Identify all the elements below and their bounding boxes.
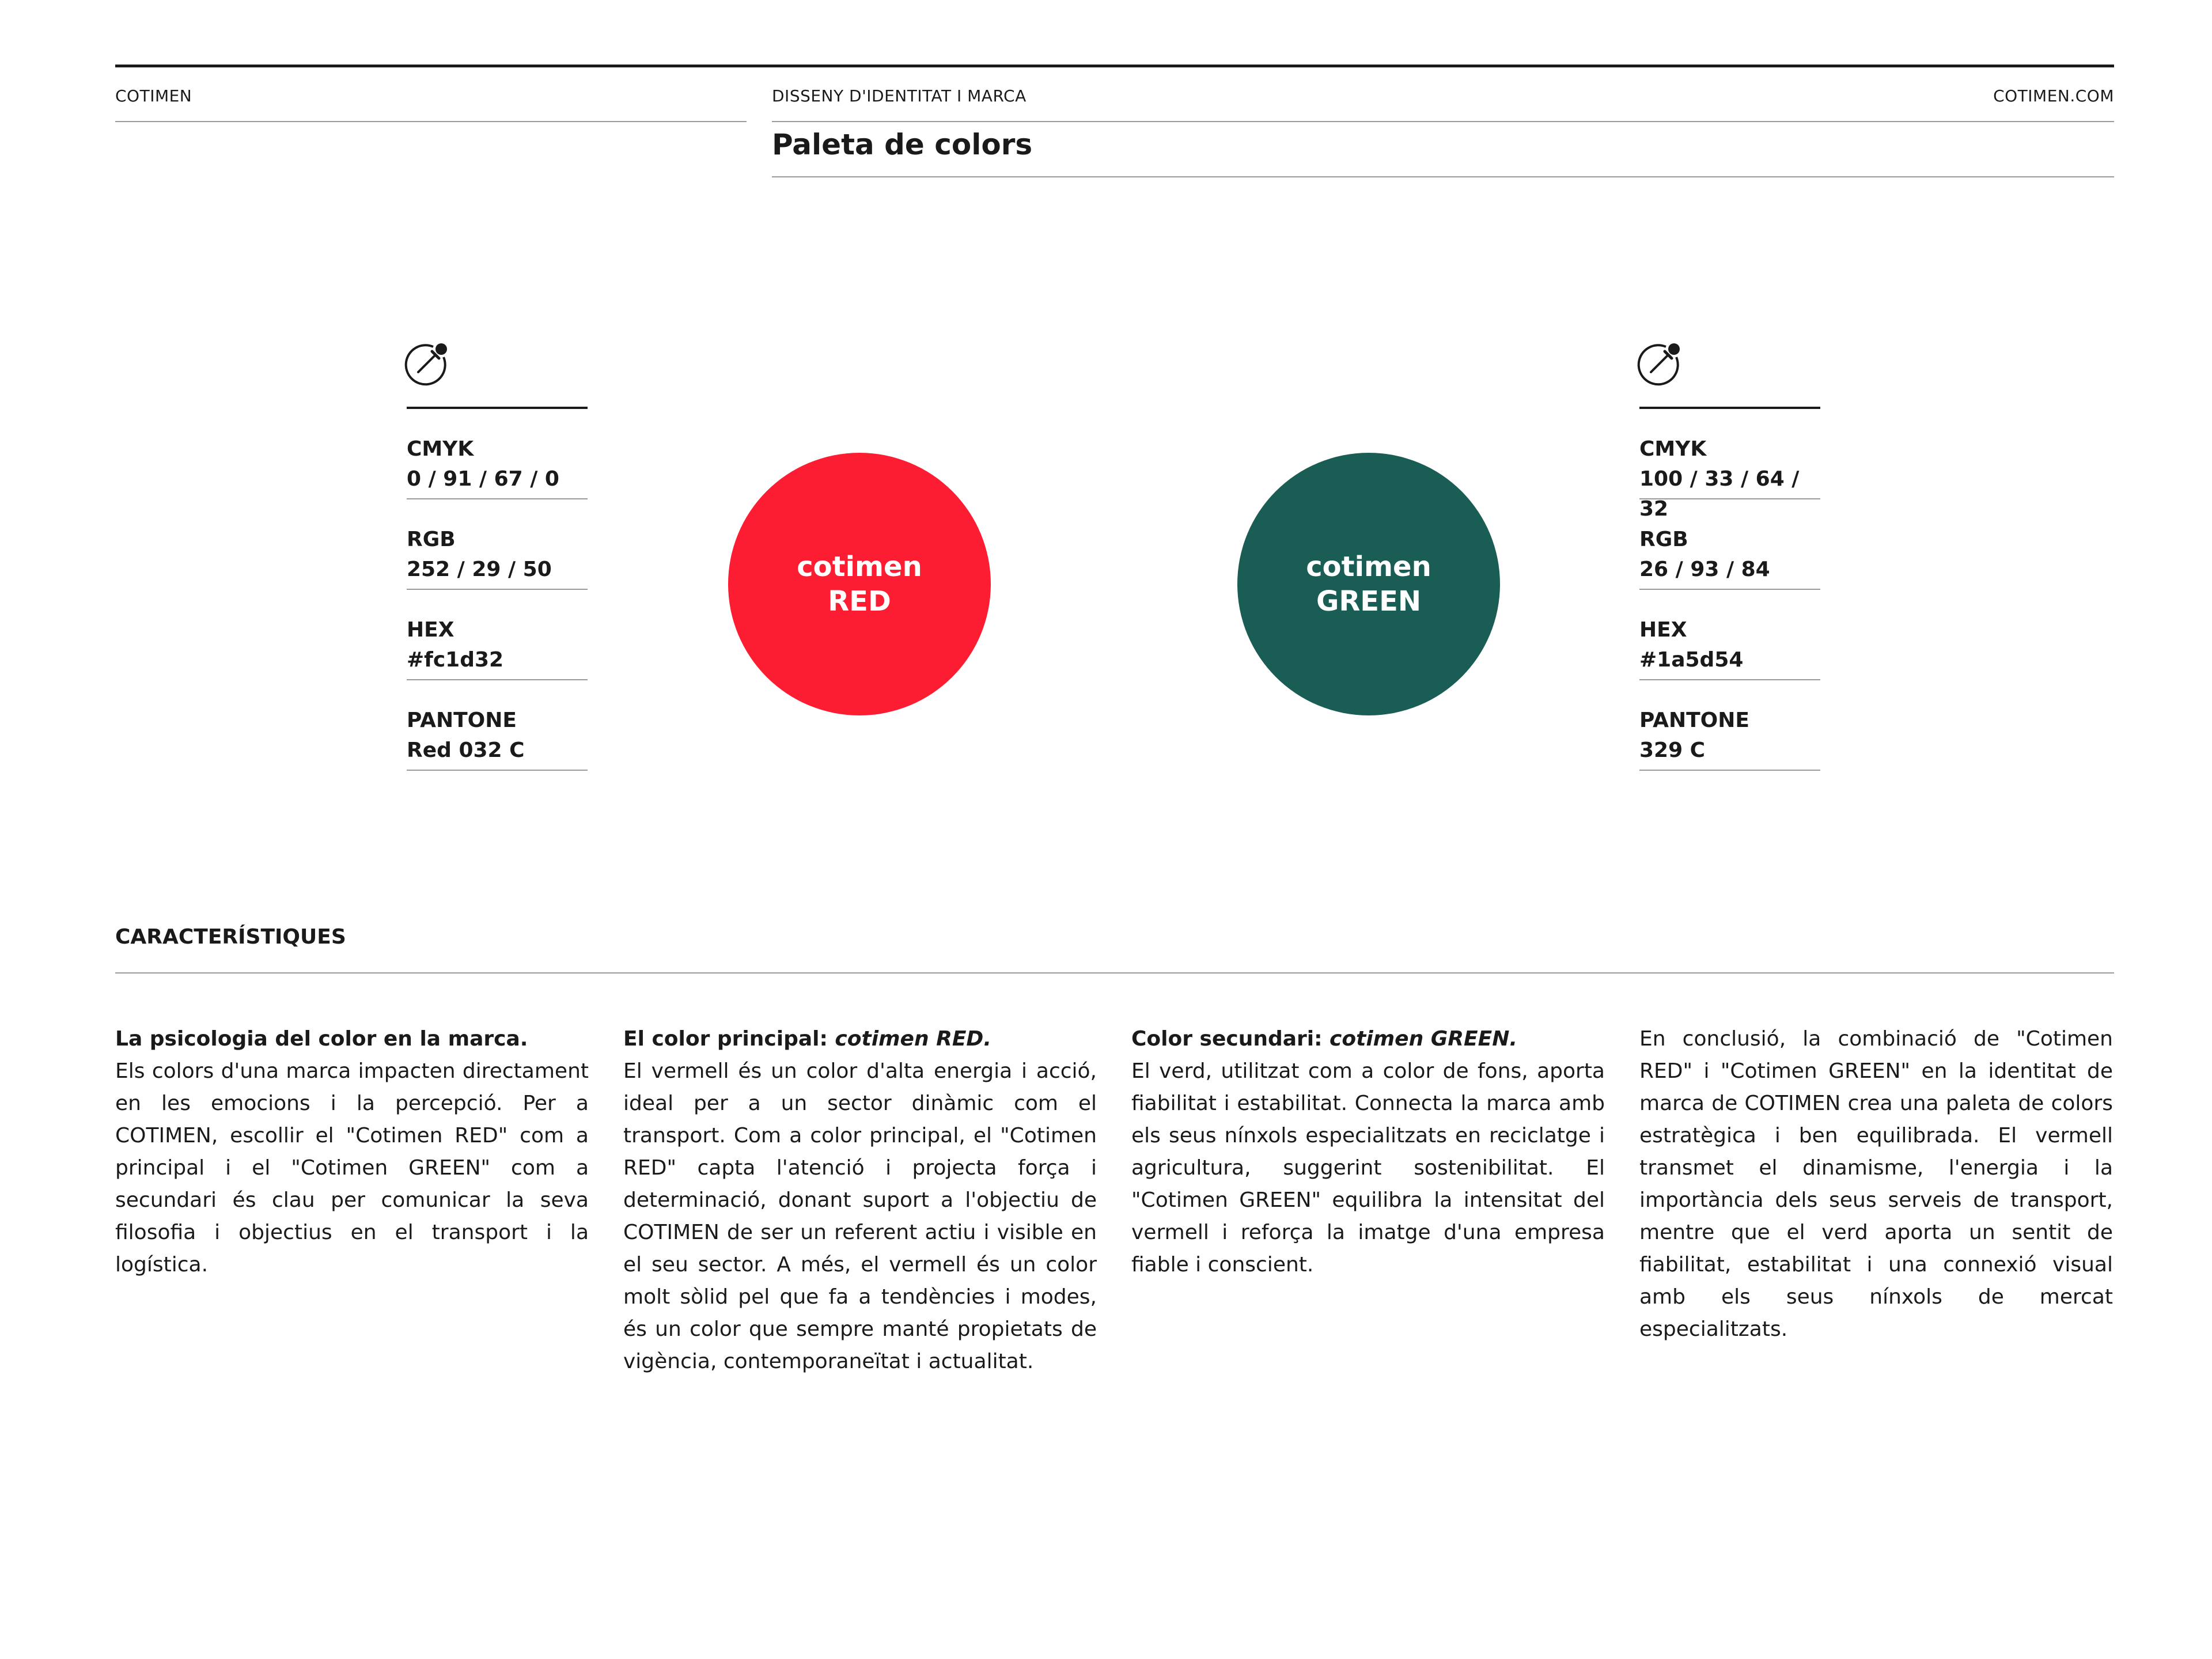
spec-value: 0 / 91 / 67 / 0: [407, 467, 559, 491]
text-column-2: [623, 1023, 1097, 1378]
header-rule-right: [772, 121, 2114, 122]
color-picker-icon: [403, 332, 459, 387]
spec-label: CMYK: [407, 437, 474, 461]
spec-label: HEX: [407, 618, 454, 642]
text-column-3: [1131, 1023, 1605, 1281]
color-picker-icon: [1636, 332, 1691, 387]
green-spec-cmyk: [1639, 409, 1820, 521]
spec-value: 26 / 93 / 84: [1639, 558, 1770, 581]
column-heading: El color principal: cotimen RED.: [623, 1027, 991, 1051]
title-rule: [772, 176, 2114, 177]
spec-value: #fc1d32: [407, 648, 504, 672]
spec-label: PANTONE: [1639, 709, 1749, 732]
header-site-link[interactable]: COTIMEN.COM: [1993, 86, 2114, 105]
red-swatch: [728, 453, 991, 715]
section-heading: CARACTERÍSTIQUES: [115, 925, 346, 949]
text-column-4: [1639, 1023, 2113, 1346]
header-brand: COTIMEN: [115, 86, 192, 105]
spec-value: 252 / 29 / 50: [407, 558, 552, 581]
swatch-name: GREEN: [1316, 585, 1422, 618]
column-body: Els colors d'una marca impacten directament en les emocions i la percepció. Per a COTIMEN, escollir el "Cotimen RED" com a principal i el "Cotimen GREEN" com a secundari és clau per comunicar la seva filosofia i objectius en el transport i la logística.: [115, 1059, 589, 1277]
green-spec-list: [1639, 409, 1820, 771]
red-spec-hex: [407, 590, 588, 680]
column-body: El verd, utilitzat com a color de fons, aporta fiabilitat i estabilitat. Connecta la marca amb els seus nínxols especialitzats en reciclatge i agricultura, suggerint sostenibilitat. El "Cotimen GREEN" equilibra la intensitat del vermell i reforça la imatge d'una empresa fiable i conscient.: [1131, 1059, 1605, 1277]
section-rule: [115, 972, 2114, 974]
top-rule: [115, 65, 2114, 67]
spec-value: 329 C: [1639, 738, 1706, 762]
spec-value: Red 032 C: [407, 738, 525, 762]
spec-label: RGB: [407, 528, 456, 551]
green-spec-hex: [1639, 590, 1820, 680]
header-section: DISSENY D'IDENTITAT I MARCA: [772, 86, 1027, 105]
swatch-name: cotimen: [1306, 551, 1431, 583]
swatch-name: cotimen: [797, 551, 922, 583]
red-spec-pantone: [407, 680, 588, 771]
red-spec-cmyk: [407, 409, 588, 499]
column-heading: La psicologia del color en la marca.: [115, 1027, 528, 1051]
column-body: En conclusió, la combinació de "Cotimen RED" i "Cotimen GREEN" en la identitat de marca de COTIMEN crea una paleta de colors estratègica i ben equilibrada. El vermell transmet el dinamisme, l'energia i la importància dels seus serveis de transport, mentre que el verd aporta un sentit de fiabilitat, estabilitat i una connexió visual amb els seus nínxols de mercat especialitzats.: [1639, 1027, 2113, 1341]
spec-label: CMYK: [1639, 437, 1707, 461]
red-spec-rgb: [407, 499, 588, 590]
spec-label: RGB: [1639, 528, 1688, 551]
column-body: El vermell és un color d'alta energia i acció, ideal per a un sector dinàmic com el transport. Com a color principal, el "Cotimen RED" capta l'atenció i projecta força i determinació, donant suport a l'objectiu de COTIMEN de ser un referent actiu i visible en el seu sector. A més, el vermell és un color molt sòlid pel que fa a tendències i modes, és un color que sempre manté propietats de vigència, contemporaneïtat i actualitat.: [623, 1059, 1097, 1373]
spec-value: #1a5d54: [1639, 648, 1744, 672]
page-title: Paleta de colors: [772, 128, 1033, 161]
spec-label: PANTONE: [407, 709, 517, 732]
spec-label: HEX: [1639, 618, 1687, 642]
green-spec-pantone: [1639, 680, 1820, 771]
text-column-1: [115, 1023, 589, 1281]
red-spec-list: [407, 409, 588, 771]
swatch-name: RED: [828, 585, 891, 618]
header-rule-left: [115, 121, 747, 122]
column-heading: Color secundari: cotimen GREEN.: [1131, 1027, 1518, 1051]
green-swatch: [1237, 453, 1500, 715]
spec-value: 100 / 33 / 64 / 32: [1639, 467, 1800, 521]
